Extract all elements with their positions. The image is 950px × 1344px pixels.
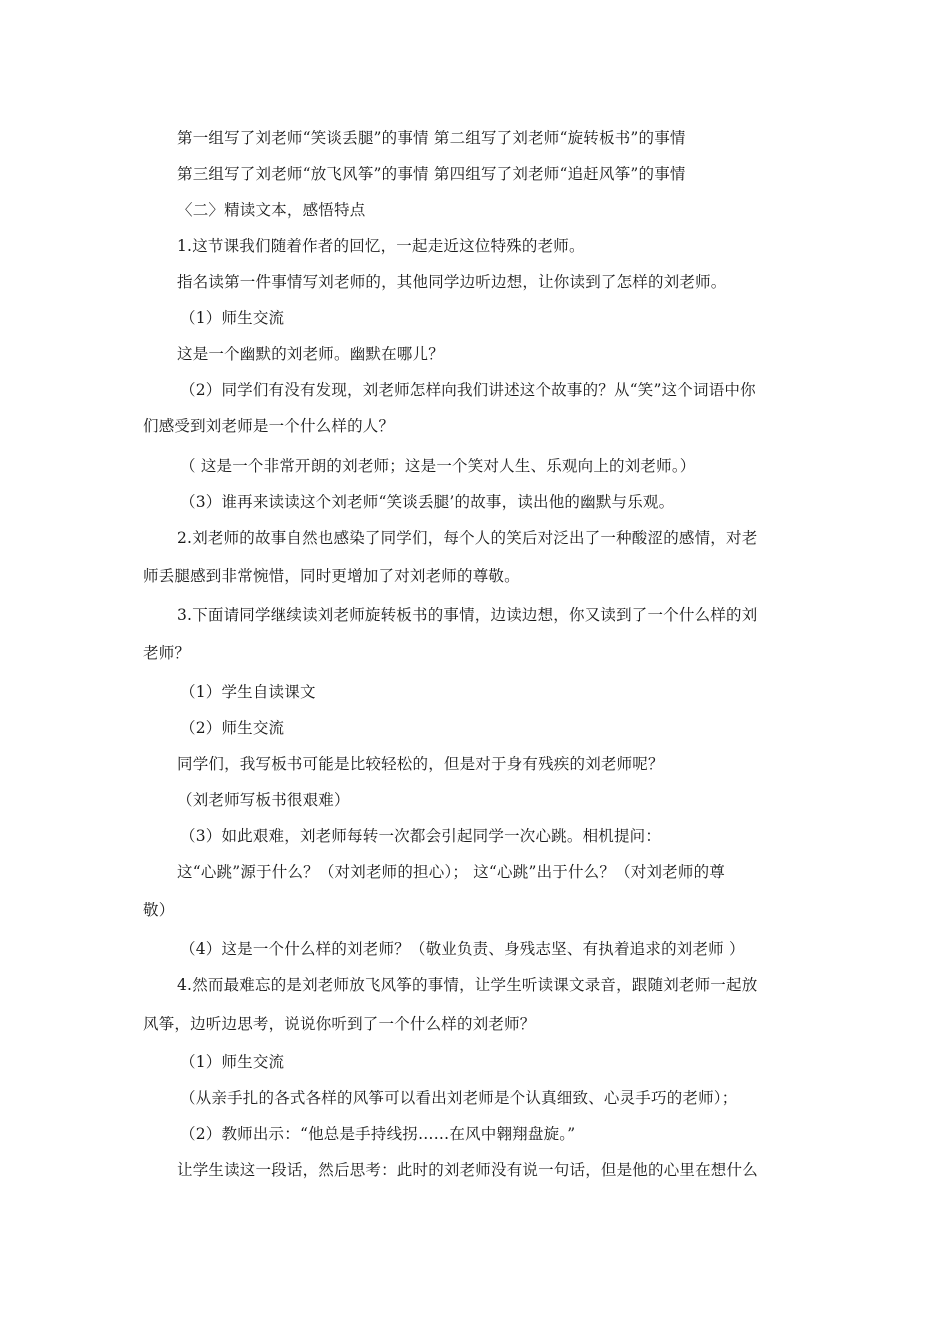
section-heading: 〈二〉精读文本，感悟特点	[177, 201, 366, 219]
text-line: （1）师生交流	[180, 309, 285, 327]
text-line: （刘老师写板书很艰难）	[177, 791, 350, 809]
text-line: （2）教师出示：“他总是手持线拐……在风中翱翔盘旋。”	[180, 1125, 576, 1143]
text-line: 第一组写了刘老师“笑谈丢腿”的事情 第二组写了刘老师“旋转板书”的事情	[177, 129, 686, 147]
text-line: 们感受到刘老师是一个什么样的人？	[143, 417, 395, 435]
text-line: （2）师生交流	[180, 719, 285, 737]
text-line: 4.然而最难忘的是刘老师放飞风筝的事情，让学生听读课文录音，跟随刘老师一起放	[177, 976, 758, 994]
text-line: 让学生读这一段话，然后思考：此时的刘老师没有说一句话，但是他的心里在想什么	[177, 1161, 758, 1179]
text-line: （1）学生自读课文	[180, 683, 316, 701]
text-line: 第三组写了刘老师“放飞风筝”的事情 第四组写了刘老师“追赶风筝”的事情	[177, 165, 686, 183]
text-line: 指名读第一件事情写刘老师的，其他同学边听边想，让你读到了怎样的刘老师。	[177, 273, 727, 291]
text-line: （ 这是一个非常开朗的刘老师；这是一个笑对人生、乐观向上的刘老师。）	[180, 457, 696, 475]
text-line: 2.刘老师的故事自然也感染了同学们，每个人的笑后对泛出了一种酸涩的感情，对老	[177, 529, 758, 547]
text-line: （3）如此艰难，刘老师每转一次都会引起同学一次心跳。相机提问：	[180, 827, 662, 845]
text-line: 同学们，我写板书可能是比较轻松的，但是对于身有残疾的刘老师呢？	[177, 755, 664, 773]
text-line: 3.下面请同学继续读刘老师旋转板书的事情，边读边想，你又读到了一个什么样的刘	[177, 606, 758, 624]
text-line: （2）同学们有没有发现，刘老师怎样向我们讲述这个故事的？从“笑”这个词语中你	[180, 381, 756, 399]
text-line: 师丢腿感到非常惋惜，同时更增加了对刘老师的尊敬。	[143, 567, 520, 585]
text-line: 风筝，边听边思考，说说你听到了一个什么样的刘老师？	[143, 1015, 536, 1033]
text-line: 这“心跳”源于什么？（对刘老师的担心）； 这“心跳”出于什么？（对刘老师的尊	[177, 863, 725, 881]
text-line: 1.这节课我们随着作者的回忆，一起走近这位特殊的老师。	[177, 237, 585, 255]
text-line: （从亲手扎的各式各样的风筝可以看出刘老师是个认真细致、心灵手巧的老师）；	[180, 1089, 738, 1107]
text-line: 这是一个幽默的刘老师。幽默在哪儿？	[177, 345, 444, 363]
text-line: 敬）	[143, 901, 175, 919]
text-line: （1）师生交流	[180, 1053, 285, 1071]
text-line: 老师？	[143, 644, 191, 662]
text-line: （3）谁再来读读这个刘老师“笑谈丢腿’的故事，读出他的幽默与乐观。	[180, 493, 675, 511]
text-line: （4）这是一个什么样的刘老师？（敬业负责、身残志坚、有执着追求的刘老师 ）	[180, 940, 745, 958]
